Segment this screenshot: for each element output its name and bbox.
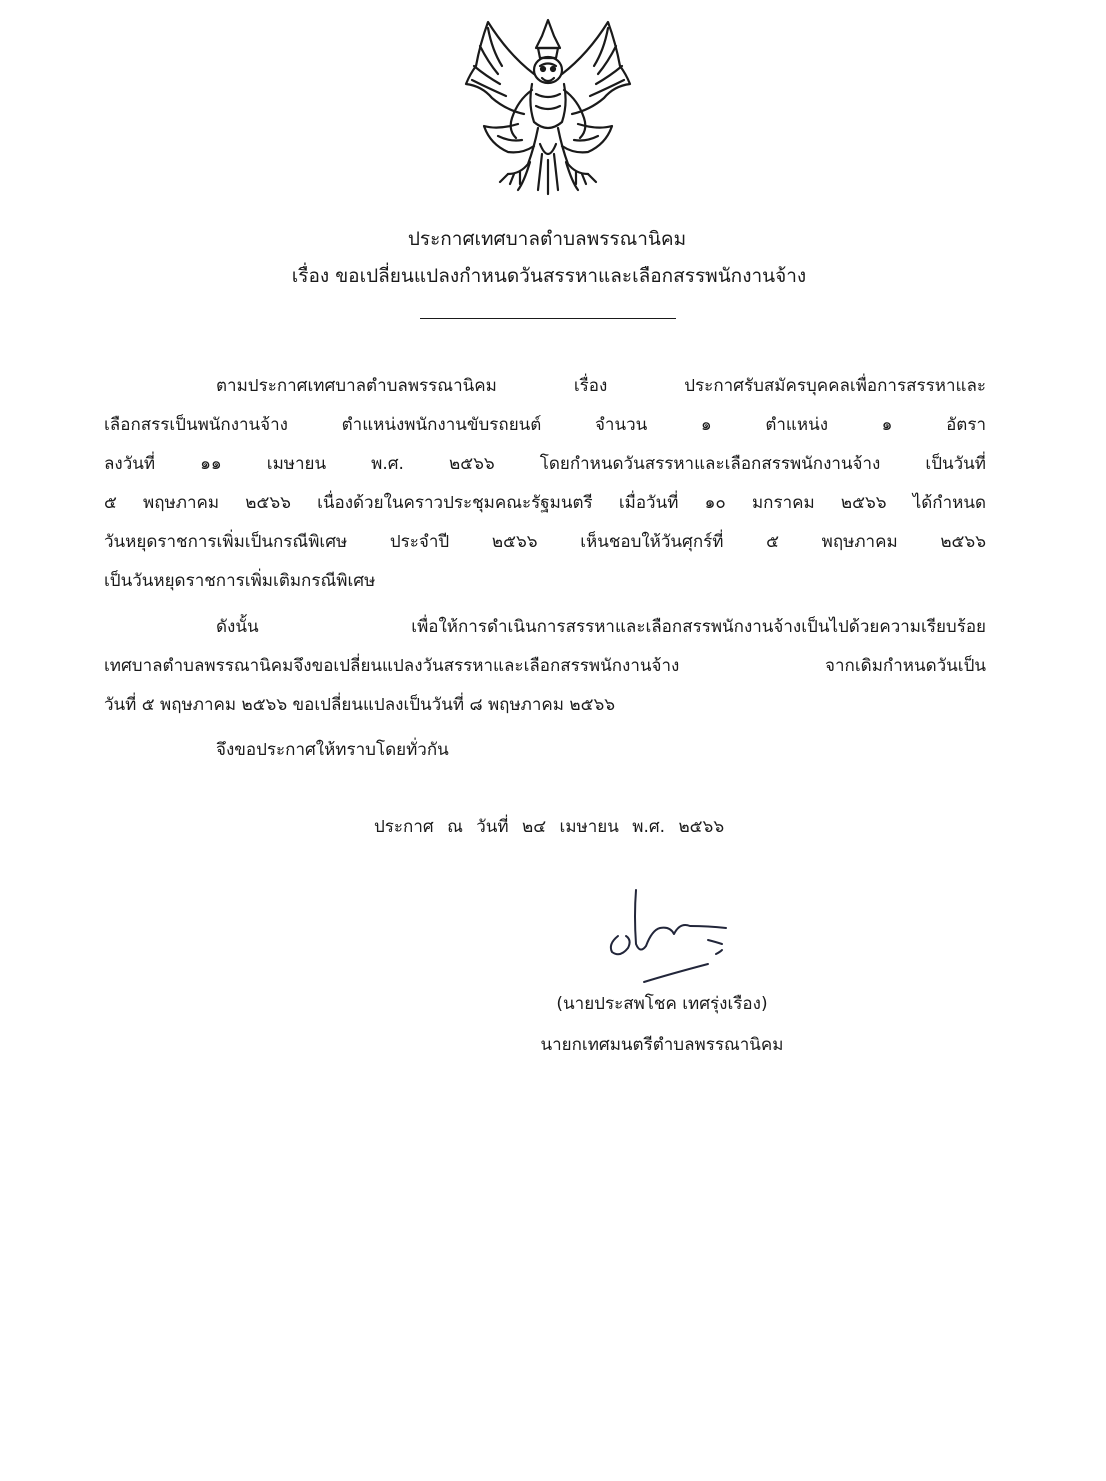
closing-statement: จึงขอประกาศให้ทราบโดยทั่วกัน bbox=[216, 740, 449, 760]
paragraph1-line2: เลือกสรรเป็นพนักงานจ้าง ตำแหน่งพนักงานขับรถยนต์ จำนวน ๑ ตำแหน่ง ๑ อัตรา bbox=[104, 415, 986, 435]
announcement-date: ประกาศ ณ วันที่ ๒๔ เมษายน พ.ศ. ๒๕๖๖ bbox=[374, 817, 725, 837]
signatory-position: นายกเทศมนตรีตำบลพรรณานิคม bbox=[540, 1035, 784, 1055]
header-divider bbox=[420, 318, 676, 319]
paragraph1-line4: ๕ พฤษภาคม ๒๕๖๖ เนื่องด้วยในคราวประชุมคณะรัฐมนตรี เมื่อวันที่ ๑๐ มกราคม ๒๕๖๖ ได้กำหนด bbox=[104, 493, 986, 513]
paragraph2-line3: วันที่ ๕ พฤษภาคม ๒๕๖๖ ขอเปลี่ยนแปลงเป็นวันที่ ๘ พฤษภาคม ๒๕๖๖ bbox=[104, 695, 616, 715]
paragraph2-line2: เทศบาลตำบลพรรณานิคมจึงขอเปลี่ยนแปลงวันสรรหาและเลือกสรรพนักงานจ้าง จากเดิมกำหนดวันเป็น bbox=[104, 656, 986, 676]
paragraph2-line1: ดังนั้น เพื่อให้การดำเนินการสรรหาและเลือกสรรพนักงานจ้างเป็นไปด้วยความเรียบร้อย bbox=[216, 617, 986, 637]
garuda-emblem-icon bbox=[458, 14, 638, 198]
paragraph1-line1: ตามประกาศเทศบาลตำบลพรรณานิคม เรื่อง ประกาศรับสมัครบุคคลเพื่อการสรรหาและ bbox=[216, 376, 986, 396]
paragraph1-line5: วันหยุดราชการเพิ่มเป็นกรณีพิเศษ ประจำปี ๒๕๖๖ เห็นชอบให้วันศุกร์ที่ ๕ พฤษภาคม ๒๕๖๖ bbox=[104, 532, 986, 552]
paragraph1-line6: เป็นวันหยุดราชการเพิ่มเติมกรณีพิเศษ bbox=[104, 571, 376, 591]
announcement-title: ประกาศเทศบาลตำบลพรรณานิคม bbox=[407, 228, 687, 250]
signatory-name: (นายประสพโชค เทศรุ่งเรือง) bbox=[556, 994, 768, 1014]
handwritten-signature bbox=[590, 886, 750, 986]
paragraph1-line3: ลงวันที่ ๑๑ เมษายน พ.ศ. ๒๕๖๖ โดยกำหนดวันสรรหาและเลือกสรรพนักงานจ้าง เป็นวันที่ bbox=[104, 454, 986, 474]
announcement-subject: เรื่อง ขอเปลี่ยนแปลงกำหนดวันสรรหาและเลือกสรรพนักงานจ้าง bbox=[291, 265, 807, 287]
